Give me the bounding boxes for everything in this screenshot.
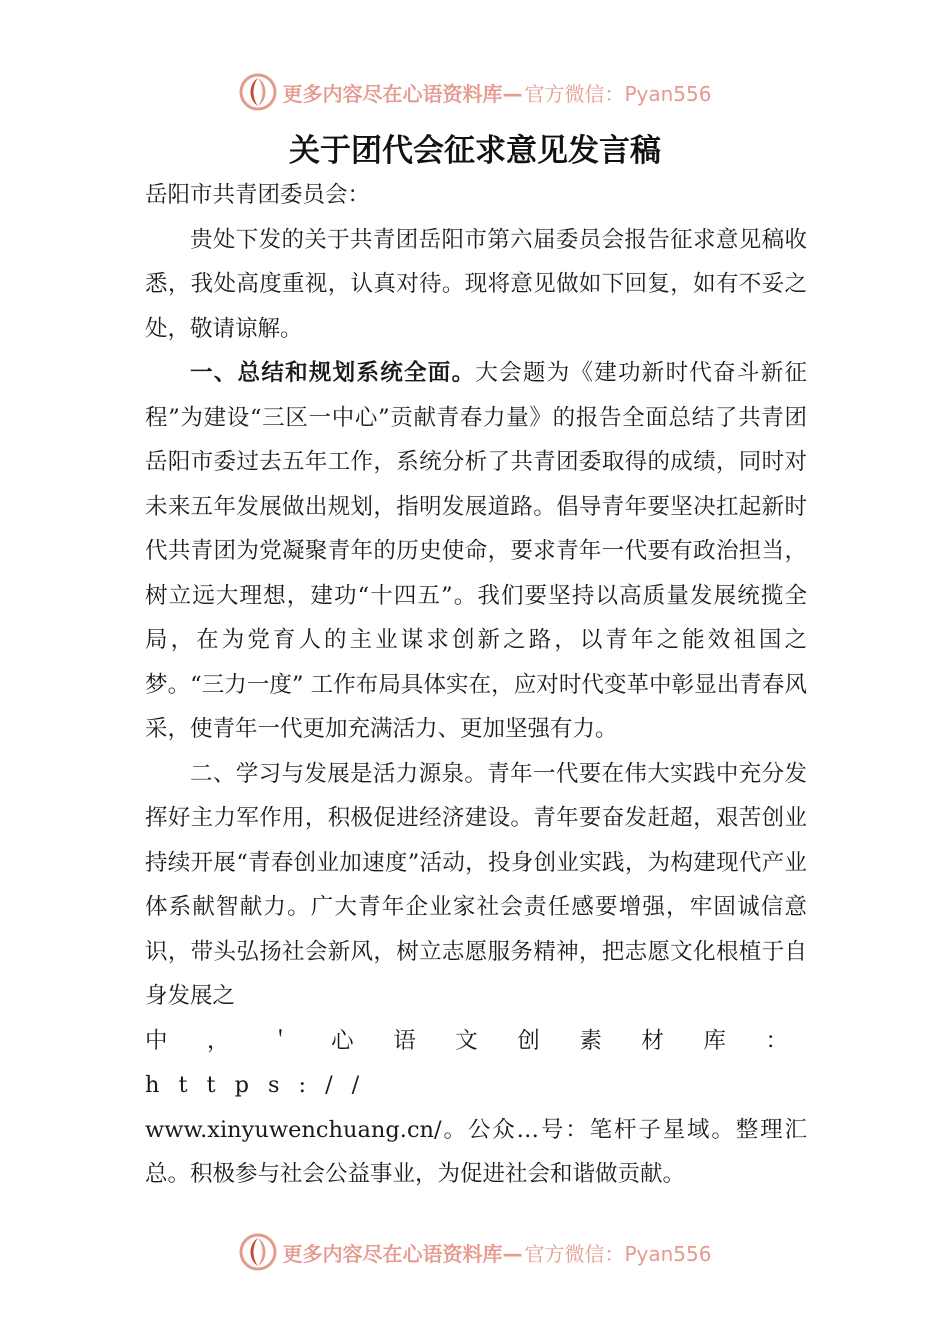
paragraph-3-part-a: 二、学习与发展是活力源泉。青年一代要在伟大实践中充分发挥好主力军作用，积极促进经济建设。青年要奋发赶超，艰苦创业持续开展“青春创业加速度”活动，投身创业实践，为构建现代产业体系献智献力。广大青年企业家社会责任感要增强，牢固诚信意识，带头弘扬社会新风，树立志愿服务精神，把志愿文化根植于自身发展之 bbox=[145, 760, 807, 1009]
salutation: 岳阳市共青团委员会： bbox=[145, 182, 371, 208]
swirl-logo-icon bbox=[238, 1232, 278, 1272]
watermark-banner-bottom bbox=[0, 1230, 950, 1274]
paragraph-2 bbox=[145, 351, 807, 752]
document-body bbox=[145, 173, 807, 1197]
document-title: 关于团代会征求意见发言稿 bbox=[289, 133, 661, 169]
watermark-text: 更多内容尽在心语资料库— bbox=[282, 81, 523, 106]
watermark-wechat: 官方微信：Pyan556 bbox=[524, 1241, 712, 1266]
paragraph-3-part-b: 中，＇心语文创素材库：https:// bbox=[145, 1027, 807, 1098]
watermark-text: 更多内容尽在心语资料库— bbox=[282, 1241, 523, 1266]
paragraph-2-heading: 一、总结和规划系统全面。 bbox=[190, 360, 476, 386]
watermark-wechat: 官方微信：Pyan556 bbox=[524, 81, 712, 106]
swirl-logo-icon bbox=[238, 72, 278, 112]
paragraph-2-body: 大会题为《建功新时代奋斗新征程”为建设“三区一中心”贡献青春力量》的报告全面总结了共青团岳阳市委过去五年工作，系统分析了共青团委取得的成绩，同时对未来五年发展做出规划，指明发展道路。倡导青年要坚决扛起新时代共青团为党凝聚青年的历史使命，要求青年一代要有政治担当，树立远大理想，建功“十四五”。我们要坚持以高质量发展统揽全局，在为党育人的主业谋求创新之路，以青年之能效祖国之梦。“三力一度” 工作布局具体实在，应对时代变革中彰显出青春风采，使青年一代更加充满活力、更加坚强有力。 bbox=[145, 360, 807, 742]
paragraph-1: 贵处下发的关于共青团岳阳市第六届委员会报告征求意见稿收悉，我处高度重视，认真对待。现将意见做如下回复，如有不妥之处，敬请谅解。 bbox=[145, 226, 807, 342]
paragraph-3-part-c: www.xinyuwenchuang.cn/。公众…号：笔杆子星域。整理汇总。积极参与社会公益事业，为促进社会和谐做贡献。 bbox=[145, 1116, 807, 1187]
watermark-banner-top bbox=[0, 70, 950, 114]
